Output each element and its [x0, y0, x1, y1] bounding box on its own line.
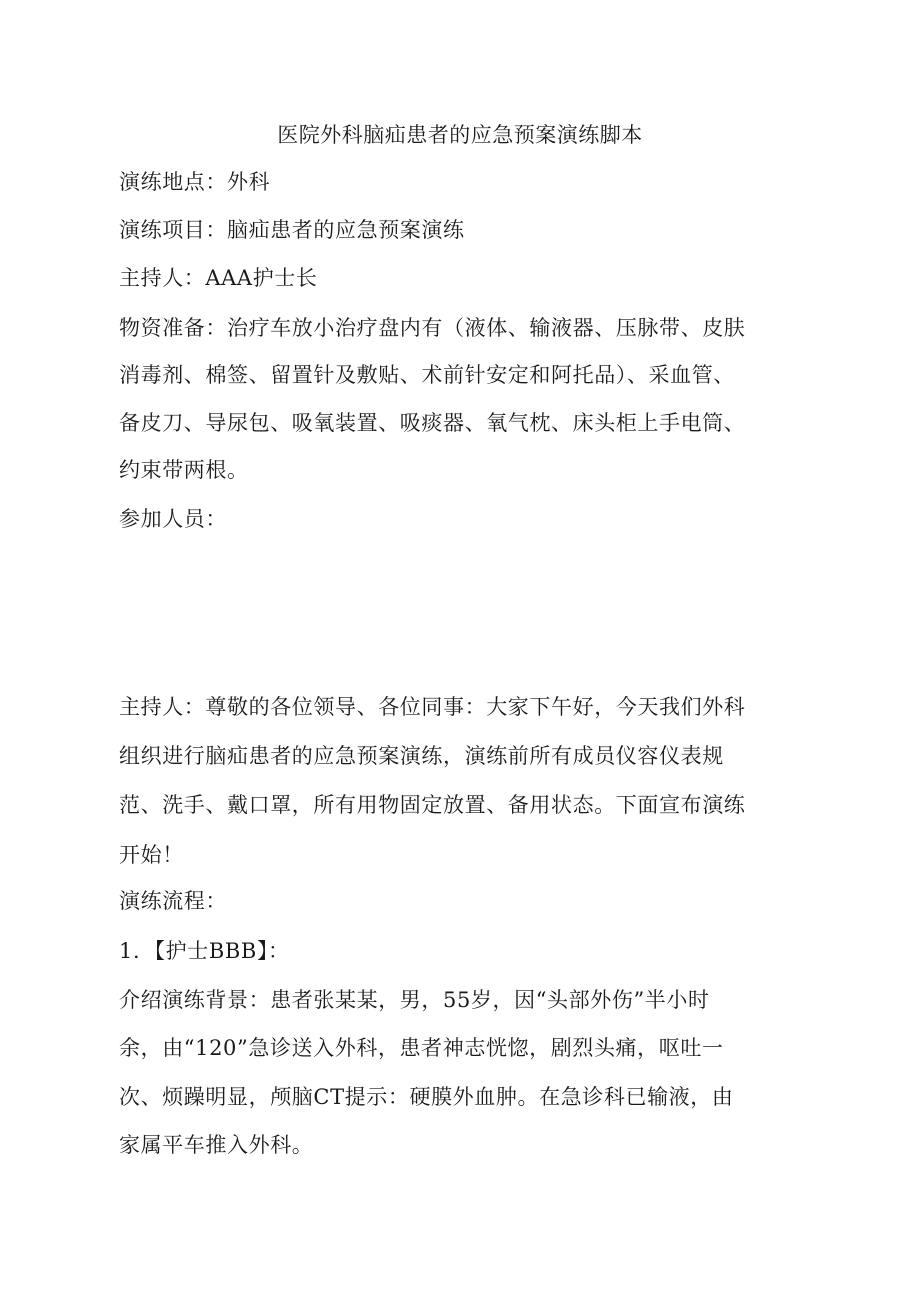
flow-label: 演练流程： [119, 889, 227, 913]
participants-label: 参加人员： [119, 507, 227, 531]
materials-line: 物资准备：治疗车放小治疗盘内有（液体、输液器、压脉带、皮肤 [119, 316, 746, 340]
host-speech-line: 范、洗手、戴口罩，所有用物固定放置、备用状态。下面宣布演练 [119, 793, 746, 817]
host-speech-line: 主持人：尊敬的各位领导、各位同事：大家下午好，今天我们外科 [119, 695, 746, 719]
drill-location: 演练地点：外科 [119, 170, 271, 194]
materials-line: 约束带两根。 [119, 458, 249, 482]
materials-line: 消毒剂、棉签、留置针及敷贴、术前针安定和阿托品）、采血管、 [119, 363, 735, 387]
background-line: 次、烦躁明显，颅脑CT提示：硬膜外血肿。在急诊科已输液，由 [119, 1085, 734, 1109]
step-heading: 1．【护士BBB】： [119, 939, 290, 963]
host-speech-line: 组织进行脑疝患者的应急预案演练，演练前所有成员仪容仪表规 [119, 744, 724, 768]
host-speech-line: 开始！ [119, 843, 184, 867]
drill-project: 演练项目：脑疝患者的应急预案演练 [119, 218, 465, 242]
drill-host: 主持人：AAA护士长 [119, 266, 318, 290]
background-line: 介绍演练背景：患者张某某，男，55岁，因“头部外伤”半小时 [119, 988, 710, 1012]
background-line: 余，由“120”急诊送入外科，患者神志恍惚，剧烈头痛，呕吐一 [119, 1036, 724, 1060]
materials-line: 备皮刀、导尿包、吸氧装置、吸痰器、氧气枕、床头柜上手电筒、 [119, 411, 746, 435]
background-line: 家属平车推入外科。 [119, 1133, 314, 1157]
document-title: 医院外科脑疝患者的应急预案演练脚本 [277, 123, 643, 147]
